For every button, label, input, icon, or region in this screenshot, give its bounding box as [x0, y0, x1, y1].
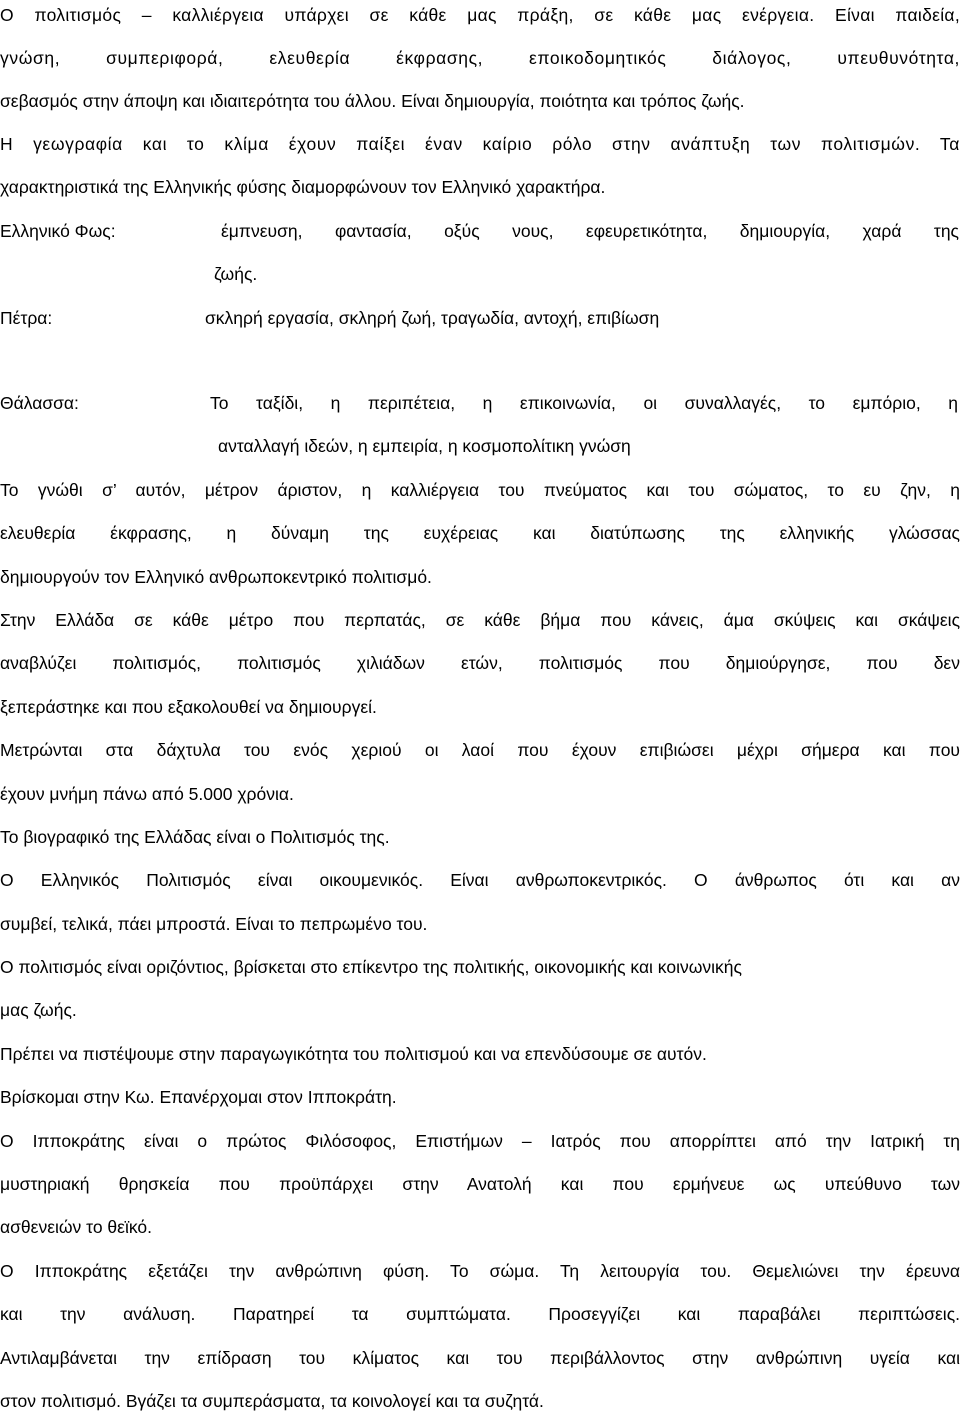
- text-line: σεβασμός στην άποψη και ιδιαιτερότητα του άλλου. Είναι δημιουργία, ποιότητα και τρόπος ζωής.: [0, 91, 745, 111]
- text-line: Ο Ιπποκράτης εξετάζει την ανθρώπινη φύση. Το σώμα. Τη λειτουργία του. Θεμελιώνει την έρευνα: [0, 1261, 960, 1281]
- text-line: Ο πολιτισμός είναι οριζόντιος, βρίσκεται στο επίκεντρο της πολιτικής, οικονομικής και κοινωνικής: [0, 957, 742, 977]
- element-term-stone: Πέτρα:: [0, 308, 53, 328]
- element-desc-line: έμπνευση, φαντασία, οξύς νους, εφευρετικότητα, δημιουργία, χαρά της: [221, 221, 959, 241]
- text-line: Ο Ελληνικός Πολιτισμός είναι οικουμενικός. Είναι ανθρωποκεντρικός. Ο άνθρωπος ότι και αν: [0, 870, 960, 890]
- text-line: ελευθερία έκφρασης, η δύναμη της ευχέρειας και διατύπωσης της ελληνικής γλώσσας: [0, 523, 960, 543]
- text-line: μας ζωής.: [0, 1000, 77, 1020]
- text-line: Το γνώθι σ’ αυτόν, μέτρον άριστον, η καλλιέργεια του πνεύματος και του σώματος, το ευ ζην, η: [0, 480, 960, 500]
- text-line: δημιουργούν τον Ελληνικό ανθρωποκεντρικό πολιτισμό.: [0, 567, 432, 587]
- text-line: Πρέπει να πιστέψουμε στην παραγωγικότητα του πολιτισμού και να επενδύσουμε σε αυτόν.: [0, 1044, 707, 1064]
- text-line: Ο Ιπποκράτης είναι ο πρώτος Φιλόσοφος, Επιστήμων – Ιατρός που απορρίπτει από την Ιατρική τη: [0, 1131, 960, 1151]
- text-line: έχουν μνήμη πάνω από 5.000 χρόνια.: [0, 784, 294, 804]
- text-line: χαρακτηριστικά της Ελληνικής φύσης διαμορφώνουν τον Ελληνικό χαρακτήρα.: [0, 177, 606, 197]
- element-desc-line: ζωής.: [214, 264, 258, 284]
- text-line: στον πολιτισμό. Βγάζει τα συμπεράσματα, τα κοινολογεί και τα συζητά.: [0, 1391, 544, 1411]
- text-line: Ο πολιτισμός – καλλιέργεια υπάρχει σε κάθε μας πράξη, σε κάθε μας ενέργεια. Είναι παιδεία,: [0, 5, 960, 25]
- element-desc-line: ανταλλαγή ιδεών, η εμπειρία, η κοσμοπολίτικη γνώση: [218, 436, 631, 456]
- text-line: ξεπεράστηκε και που εξακολουθεί να δημιουργεί.: [0, 697, 377, 717]
- text-line: μυστηριακή θρησκεία που προϋπάρχει στην Ανατολή και που ερμήνευε ως υπεύθυνο των: [0, 1174, 960, 1194]
- text-line: Το βιογραφικό της Ελλάδας είναι ο Πολιτισμός της.: [0, 827, 390, 847]
- element-term-sea: Θάλασσα:: [0, 393, 79, 413]
- text-line: Η γεωγραφία και το κλίμα έχουν παίξει έναν καίριο ρόλο στην ανάπτυξη των πολιτισμών. Τα: [0, 134, 960, 154]
- element-term-light: Ελληνικό Φως:: [0, 221, 116, 241]
- text-line: ασθενειών το θεϊκό.: [0, 1217, 152, 1237]
- text-line: γνώση, συμπεριφορά, ελευθερία έκφρασης, εποικοδομητικός διάλογος, υπευθυνότητα,: [0, 48, 960, 68]
- element-desc-line: σκληρή εργασία, σκληρή ζωή, τραγωδία, αντοχή, επιβίωση: [205, 308, 660, 328]
- element-desc-line: Το ταξίδι, η περιπέτεια, η επικοινωνία, οι συναλλαγές, το εμπόριο, η: [210, 393, 958, 413]
- text-line: Μετρώνται στα δάχτυλα του ενός χεριού οι λαοί που έχουν επιβιώσει μέχρι σήμερα και που: [0, 740, 960, 760]
- text-line: συμβεί, τελικά, πάει μπροστά. Είναι το πεπρωμένο του.: [0, 914, 428, 934]
- text-line: Βρίσκομαι στην Κω. Επανέρχομαι στον Ιπποκράτη.: [0, 1087, 397, 1107]
- text-line: Στην Ελλάδα σε κάθε μέτρο που περπατάς, σε κάθε βήμα που κάνεις, άμα σκύψεις και σκάψεις: [0, 610, 960, 630]
- text-line: αναβλύζει πολιτισμός, πολιτισμός χιλιάδων ετών, πολιτισμός που δημιούργησε, που δεν: [0, 653, 960, 673]
- text-line: και την ανάλυση. Παρατηρεί τα συμπτώματα. Προσεγγίζει και παραβάλει περιπτώσεις.: [0, 1304, 960, 1324]
- text-line: Αντιλαμβάνεται την επίδραση του κλίματος και του περιβάλλοντος στην ανθρώπινη υγεία και: [0, 1348, 960, 1368]
